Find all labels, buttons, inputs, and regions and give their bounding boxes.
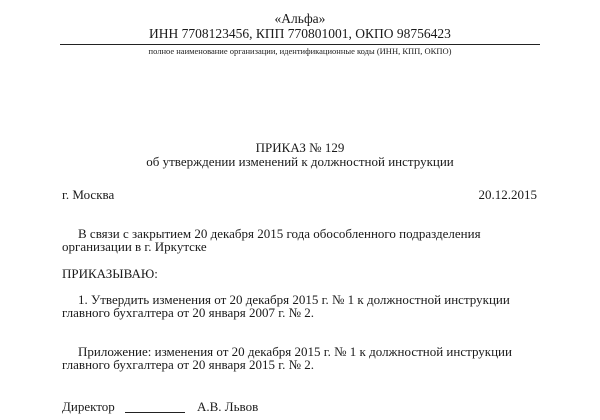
signature-position: Директор	[62, 399, 115, 414]
order-item-1: 1. Утвердить изменения от 20 декабря 2015 г. № 1 к должностной инструкции главного бухгалтера от 20 января 2007 г. № 2.	[62, 292, 510, 320]
organization-caption: полное наименование организации, идентификационные коды (ИНН, КПП, ОКПО)	[148, 46, 452, 56]
organization-underline	[60, 44, 540, 45]
orders-word: ПРИКАЗЫВАЮ:	[62, 266, 158, 281]
attachment-paragraph: Приложение: изменения от 20 декабря 2015 г. № 1 к должностной инструкции главного бухгалтера от 20 января 2015 г. № 2.	[62, 344, 512, 372]
order-place: г. Москва	[62, 187, 115, 202]
order-date: 20.12.2015	[478, 187, 537, 202]
intro-paragraph: В связи с закрытием 20 декабря 2015 года обособленного подразделения организации в г. Иркутске	[62, 226, 481, 254]
organization-name: «Альфа»	[274, 11, 326, 26]
signature-line	[125, 412, 185, 413]
order-subtitle: об утверждении изменений к должностной инструкции	[146, 154, 454, 169]
organization-codes: ИНН 7708123456, КПП 770801001, ОКПО 98756423	[149, 26, 451, 41]
order-title: ПРИКАЗ № 129	[255, 140, 345, 155]
signature-name: А.В. Львов	[197, 399, 259, 414]
